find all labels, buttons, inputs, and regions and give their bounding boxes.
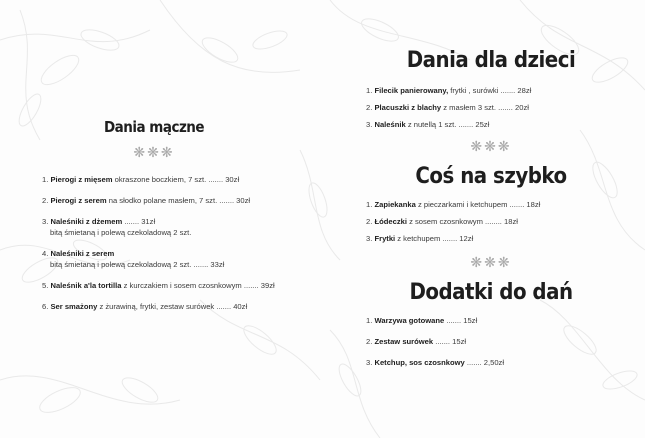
menu-item: 3. Ketchup, sos czosnkowy ....... 2,50zł — [366, 358, 505, 367]
left-column — [42, 118, 312, 322]
dania-dla-dzieci-list — [366, 85, 616, 130]
menu-item: 2. Zestaw surówek ....... 15zł — [366, 337, 467, 346]
menu-item: 5. Naleśnik a'la tortilla z kurczakiem i sosem czosnkowym ....... 39zł — [42, 281, 275, 290]
menu-item: 2. Pierogi z serem na słodko polane masłem, 7 szt. ....... 30zł — [42, 196, 251, 205]
menu-item: 2. Łódeczki z sosem czosnkowym ........ 18zł — [366, 217, 518, 226]
section-title-dania-dla-dzieci: Dania dla dzieci — [406, 48, 576, 73]
menu-item: 4. Naleśniki z serem bitą śmietaną i polewą czekoladową 2 szt. ....... 33zł — [42, 249, 225, 269]
menu-item: 1. Warzywa gotowane ....... 15zł — [366, 316, 478, 325]
dania-maczne-list — [42, 174, 312, 312]
dodatki-do-dan-list — [366, 315, 616, 368]
menu-item: 6. Ser smażony z żurawiną, frytki, zestaw surówek ....... 40zł — [42, 302, 248, 311]
star-ornament-icon: ❋❋❋ — [133, 144, 175, 160]
star-ornament-icon: ❋❋❋ — [470, 138, 512, 154]
menu-item: 1. Filecik panierowany, frytki , surówki ....... 28zł — [366, 86, 532, 95]
right-column — [366, 48, 616, 374]
menu-item: 2. Placuszki z blachy z masłem 3 szt. ....... 20zł — [366, 103, 529, 112]
star-ornament-icon: ❋❋❋ — [470, 254, 512, 270]
menu-item: 3. Frytki z ketchupem ....... 12zł — [366, 234, 474, 243]
cos-na-szybko-list — [366, 199, 616, 244]
menu-item: 3. Naleśniki z dżemem ....... 31zł bitą śmietaną i polewą czekoladową 2 szt. — [42, 217, 192, 237]
section-title-dania-maczne: Dania mączne — [103, 118, 205, 136]
section-title-dodatki-do-dan: Dodatki do dań — [409, 280, 573, 305]
section-title-cos-na-szybko: Coś na szybko — [415, 164, 567, 189]
menu-item: 3. Naleśnik z nutellą 1 szt. ....... 25zł — [366, 120, 490, 129]
menu-item: 1. Zapiekanka z pieczarkami i ketchupem ....... 18zł — [366, 200, 541, 209]
menu-item: 1. Pierogi z mięsem okraszone boczkiem, 7 szt. ....... 30zł — [42, 175, 240, 184]
